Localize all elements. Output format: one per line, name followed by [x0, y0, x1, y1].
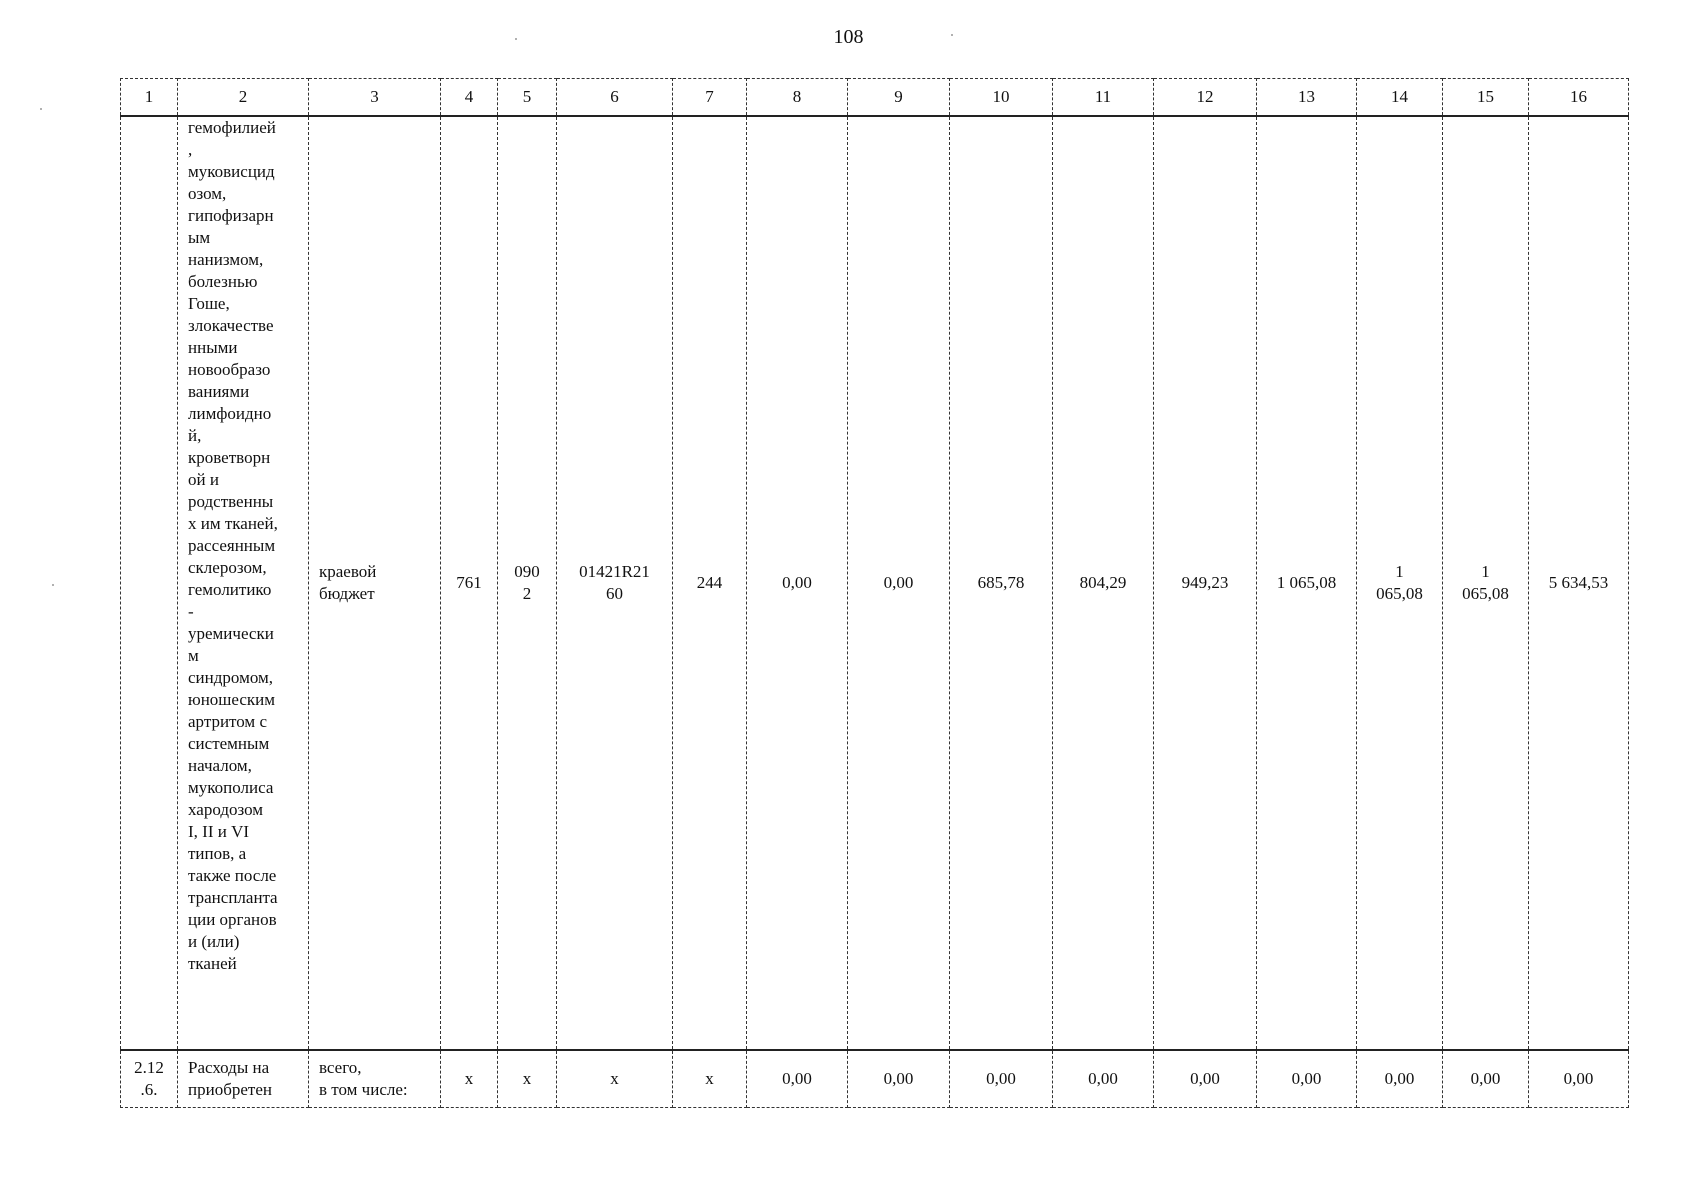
row-name-cell: гемофилией , муковисцид озом, гипофизарн ым нанизмом, болезнью Гоше, злокачестве нными новообразо ваниями лимфоидно й, кроветворн ой и родственны х им тканей, рассеянным склерозом, гемолитико - уремически м синдромом, юношеским артритом с системным началом, мукополиса хародозом I, II и VI типов, а также после трансплантa ции органов и (или) тканей — [178, 116, 309, 1050]
column-header: 7 — [673, 79, 747, 117]
table-cell: 0,00 — [1257, 1050, 1357, 1108]
column-header: 16 — [1529, 79, 1629, 117]
column-header: 5 — [498, 79, 557, 117]
table-cell: 804,29 — [1053, 116, 1154, 1050]
column-header: 8 — [747, 79, 848, 117]
table-cell: 0,00 — [1529, 1050, 1629, 1108]
column-header: 3 — [309, 79, 441, 117]
table-cell: х — [498, 1050, 557, 1108]
scan-speck — [951, 34, 953, 36]
table-row — [121, 1050, 1629, 1108]
table-cell: х — [557, 1050, 673, 1108]
column-header: 10 — [950, 79, 1053, 117]
header-row — [121, 79, 1629, 117]
column-header: 15 — [1443, 79, 1529, 117]
column-header: 11 — [1053, 79, 1154, 117]
table-cell: 761 — [441, 116, 498, 1050]
column-header: 4 — [441, 79, 498, 117]
budget-table — [120, 78, 1629, 1108]
table-cell: 5 634,53 — [1529, 116, 1629, 1050]
funding-source-cell: краевой бюджет — [309, 116, 441, 1050]
table-cell: 090 2 — [498, 116, 557, 1050]
page-number: 108 — [833, 26, 864, 48]
scan-speck — [515, 38, 517, 40]
table-cell: 0,00 — [848, 1050, 950, 1108]
table-cell: 949,23 — [1154, 116, 1257, 1050]
row-number-cell — [121, 116, 178, 1050]
column-header: 14 — [1357, 79, 1443, 117]
table-cell: 0,00 — [848, 116, 950, 1050]
table-cell: х — [673, 1050, 747, 1108]
column-header: 2 — [178, 79, 309, 117]
scan-speck — [40, 108, 42, 110]
scan-speck — [52, 584, 54, 586]
table-cell: 0,00 — [1443, 1050, 1529, 1108]
table-row — [121, 116, 1629, 1050]
table-cell: 1 065,08 — [1443, 116, 1529, 1050]
row-name-cell: Расходы на приобретен — [178, 1050, 309, 1108]
funding-source-cell: всего, в том числе: — [309, 1050, 441, 1108]
table-cell: 1 065,08 — [1357, 116, 1443, 1050]
column-header: 13 — [1257, 79, 1357, 117]
table-cell: 01421R21 60 — [557, 116, 673, 1050]
table-cell: 1 065,08 — [1257, 116, 1357, 1050]
table-cell: 0,00 — [1154, 1050, 1257, 1108]
table-cell: 685,78 — [950, 116, 1053, 1050]
table-cell: 0,00 — [1357, 1050, 1443, 1108]
row-number-cell: 2.12 .6. — [121, 1050, 178, 1108]
column-header: 6 — [557, 79, 673, 117]
table-cell: 0,00 — [747, 1050, 848, 1108]
table-cell: 0,00 — [1053, 1050, 1154, 1108]
column-header: 1 — [121, 79, 178, 117]
table-cell: 244 — [673, 116, 747, 1050]
table-cell: 0,00 — [747, 116, 848, 1050]
column-header: 12 — [1154, 79, 1257, 117]
table-cell: 0,00 — [950, 1050, 1053, 1108]
column-header: 9 — [848, 79, 950, 117]
table-cell: х — [441, 1050, 498, 1108]
